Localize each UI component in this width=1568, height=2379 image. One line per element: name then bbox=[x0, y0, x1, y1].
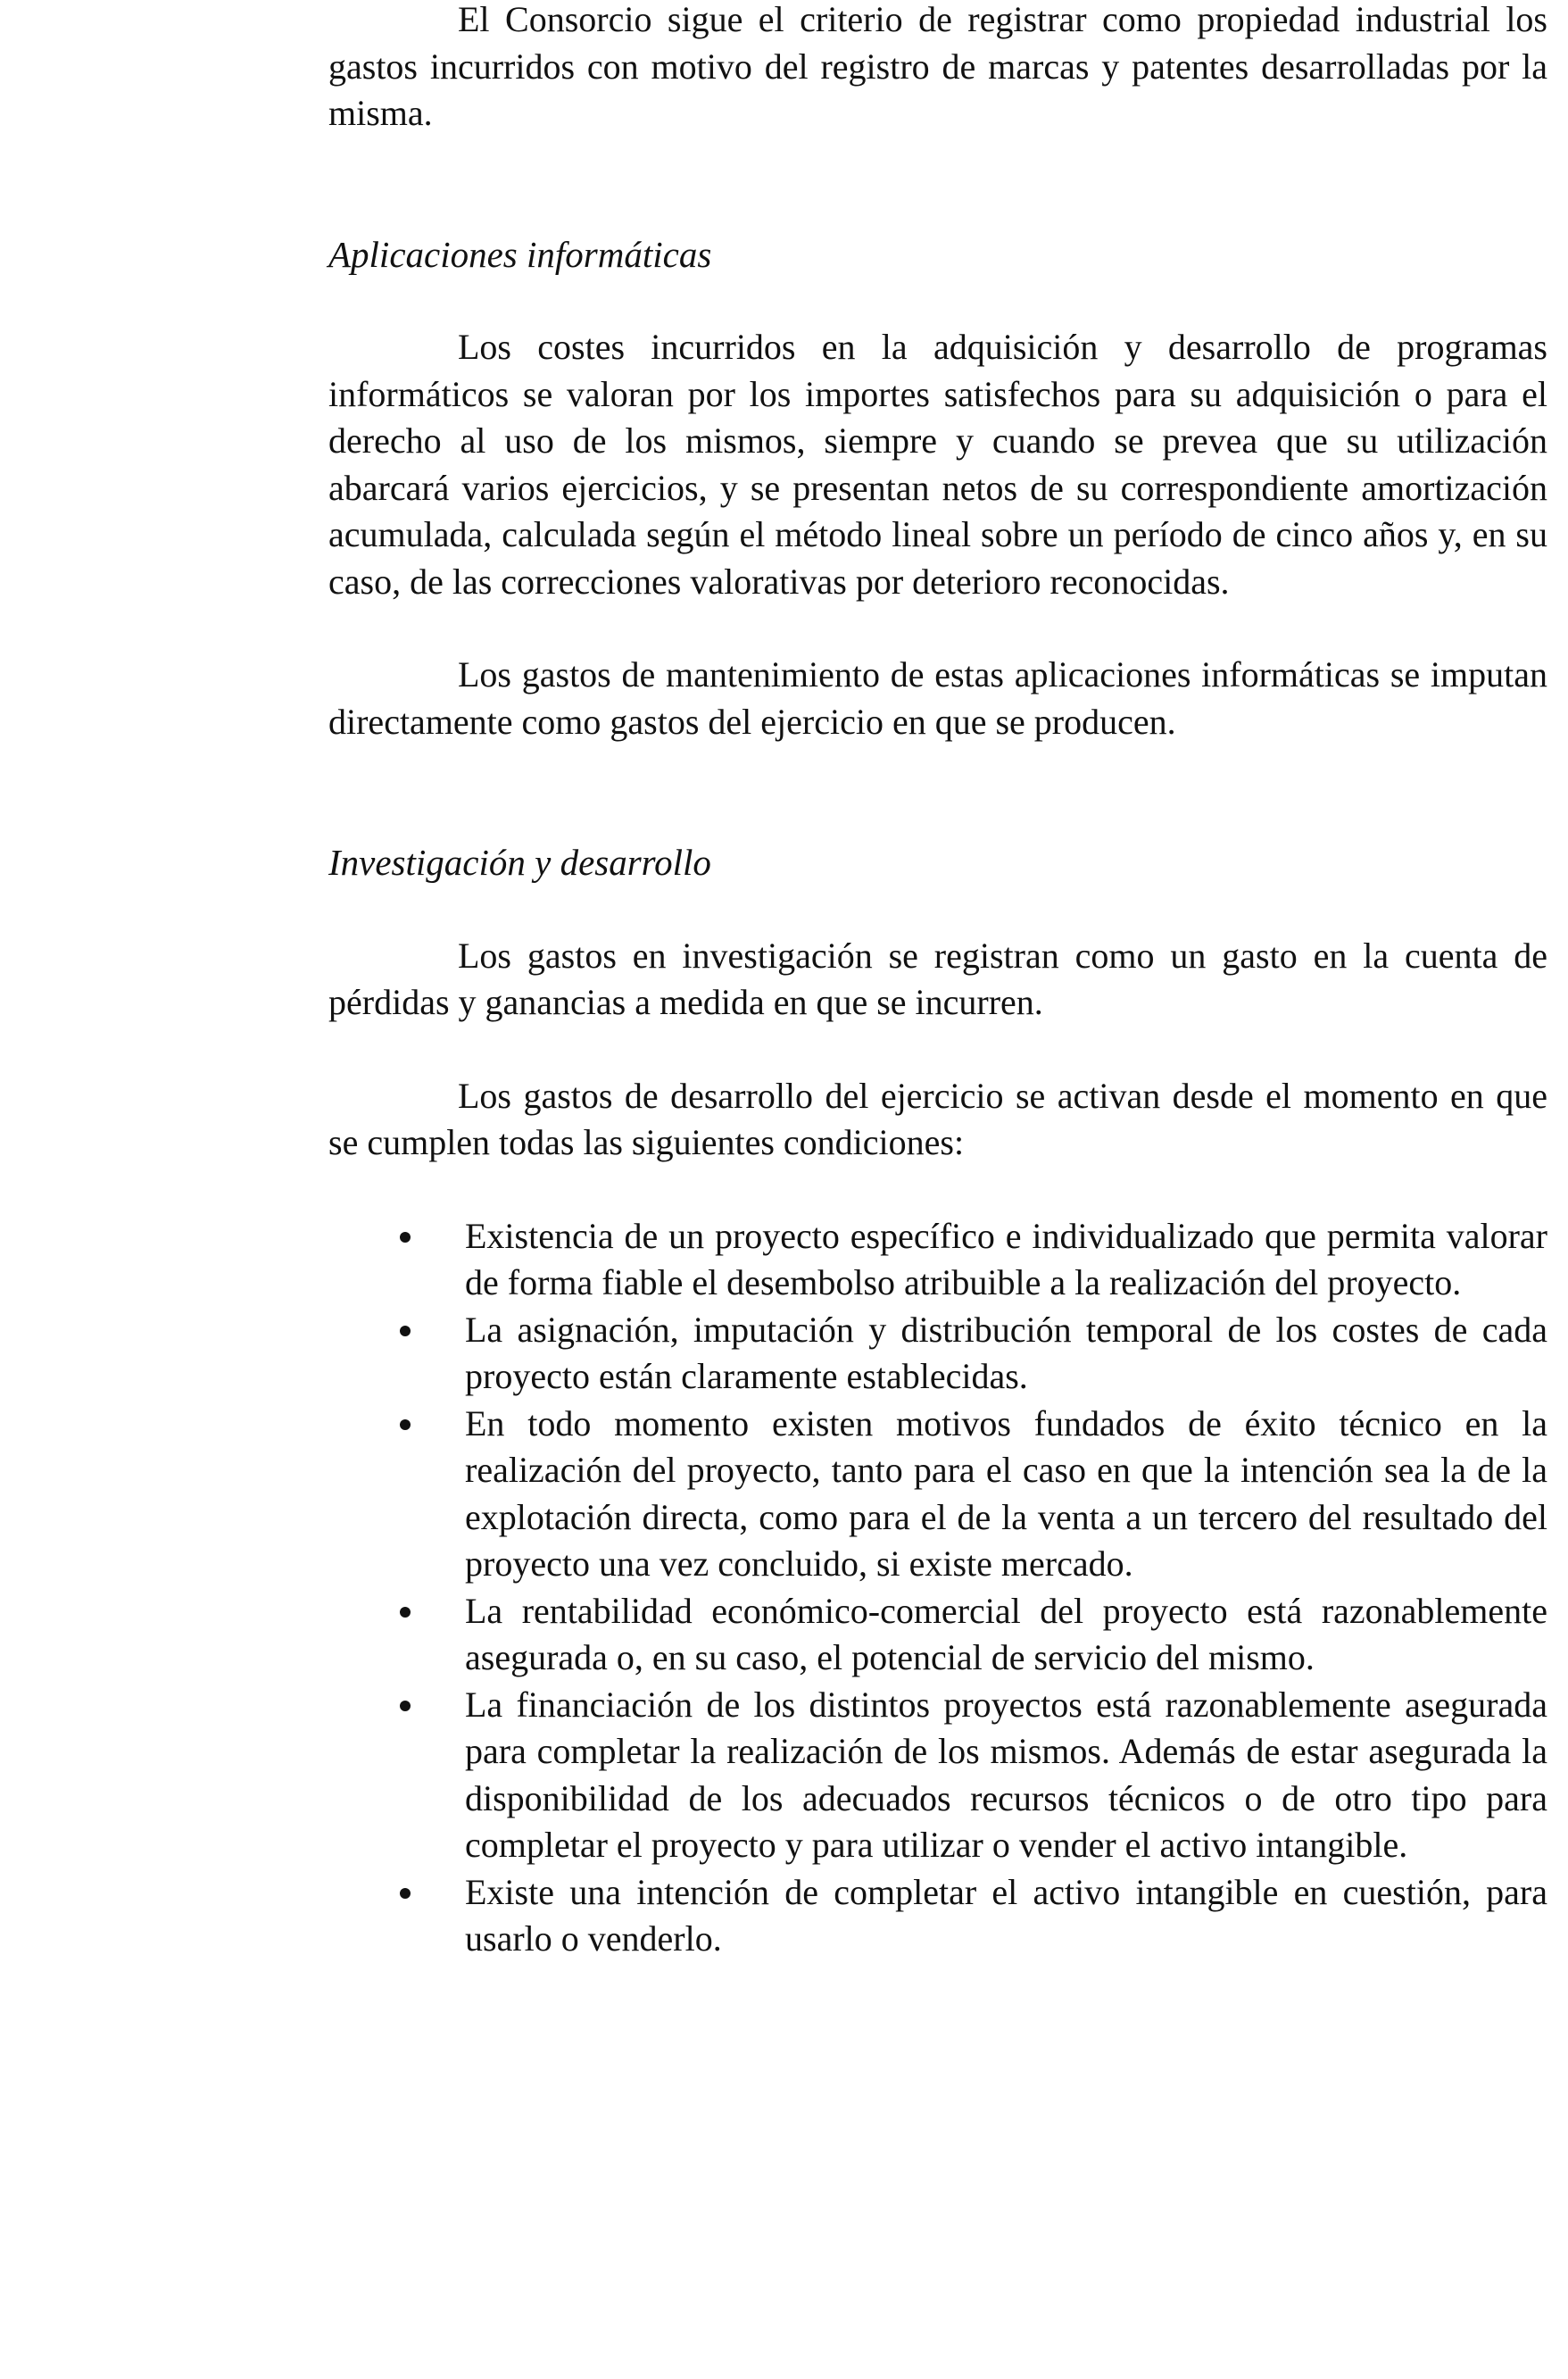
condition-item bbox=[328, 1213, 1547, 1307]
condition-item bbox=[328, 1682, 1547, 1869]
bullet-icon bbox=[400, 1888, 411, 1899]
rnd-paragraph-2: Los gastos de desarrollo del ejercicio se activan desde el momento en que se cumplen todas las siguientes condiciones: bbox=[328, 1075, 1547, 1162]
condition-text: La rentabilidad económico-comercial del proyecto está razonablemente asegurada o, en su caso, el potencial de servicio del mismo. bbox=[465, 1590, 1547, 1677]
condition-text: En todo momento existen motivos fundados de éxito técnico en la realización del proyecto, tanto para el caso en que la intención sea la de la explotación directa, como para el de la venta a un tercero del resultado del proyecto una vez concluido, si existe mercado. bbox=[465, 1402, 1547, 1584]
bullet-icon bbox=[400, 1419, 411, 1430]
intro-paragraph: El Consorcio sigue el criterio de registrar como propiedad industrial los gastos incurridos con motivo del registro de marcas y patentes desarrolladas por la misma. bbox=[328, 0, 1547, 133]
bullet-icon bbox=[400, 1326, 411, 1336]
document-page bbox=[328, 0, 1547, 1963]
software-paragraph-2: Los gastos de mantenimiento de estas aplicaciones informáticas se imputan directamente como gastos del ejercicio en que se producen. bbox=[328, 654, 1547, 742]
section-heading-software: Aplicaciones informáticas bbox=[328, 233, 712, 275]
software-paragraph-1: Los costes incurridos en la adquisición y desarrollo de programas informáticos se valoran por los importes satisfechos para su adquisición o para el derecho al uso de los mismos, siempre y cuando se prevea que su utilización abarcará varios ejercicios, y se presentan netos de su correspondiente amortización acumulada, calculada según el método lineal sobre un período de cinco años y, en su caso, de las correcciones valorativas por deterioro reconocidas. bbox=[328, 327, 1547, 602]
condition-text: La asignación, imputación y distribución temporal de los costes de cada proyecto están claramente establecidas. bbox=[465, 1309, 1547, 1396]
condition-text: La financiación de los distintos proyectos está razonablemente asegurada para completar la realización de los mismos. Además de estar asegurada la disponibilidad de los adecuados recursos técnicos o de otro tipo para completar el proyecto y para utilizar o vender el activo intangible. bbox=[465, 1684, 1547, 1865]
condition-text: Existencia de un proyecto específico e individualizado que permita valorar de forma fiable el desembolso atribuible a la realización del proyecto. bbox=[465, 1215, 1547, 1302]
condition-item bbox=[328, 1307, 1547, 1401]
condition-item bbox=[328, 1588, 1547, 1682]
conditions-list bbox=[328, 1213, 1547, 1963]
condition-item bbox=[328, 1869, 1547, 1963]
condition-text: Existe una intención de completar el activo intangible en cuestión, para usarlo o venderlo. bbox=[465, 1871, 1547, 1959]
condition-item bbox=[328, 1401, 1547, 1588]
rnd-paragraph-1: Los gastos en investigación se registran como un gasto en la cuenta de pérdidas y ganancias a medida en que se incurren. bbox=[328, 935, 1547, 1022]
bullet-icon bbox=[400, 1607, 411, 1618]
bullet-icon bbox=[400, 1701, 411, 1711]
section-heading-rnd: Investigación y desarrollo bbox=[328, 842, 711, 883]
bullet-icon bbox=[400, 1232, 411, 1243]
